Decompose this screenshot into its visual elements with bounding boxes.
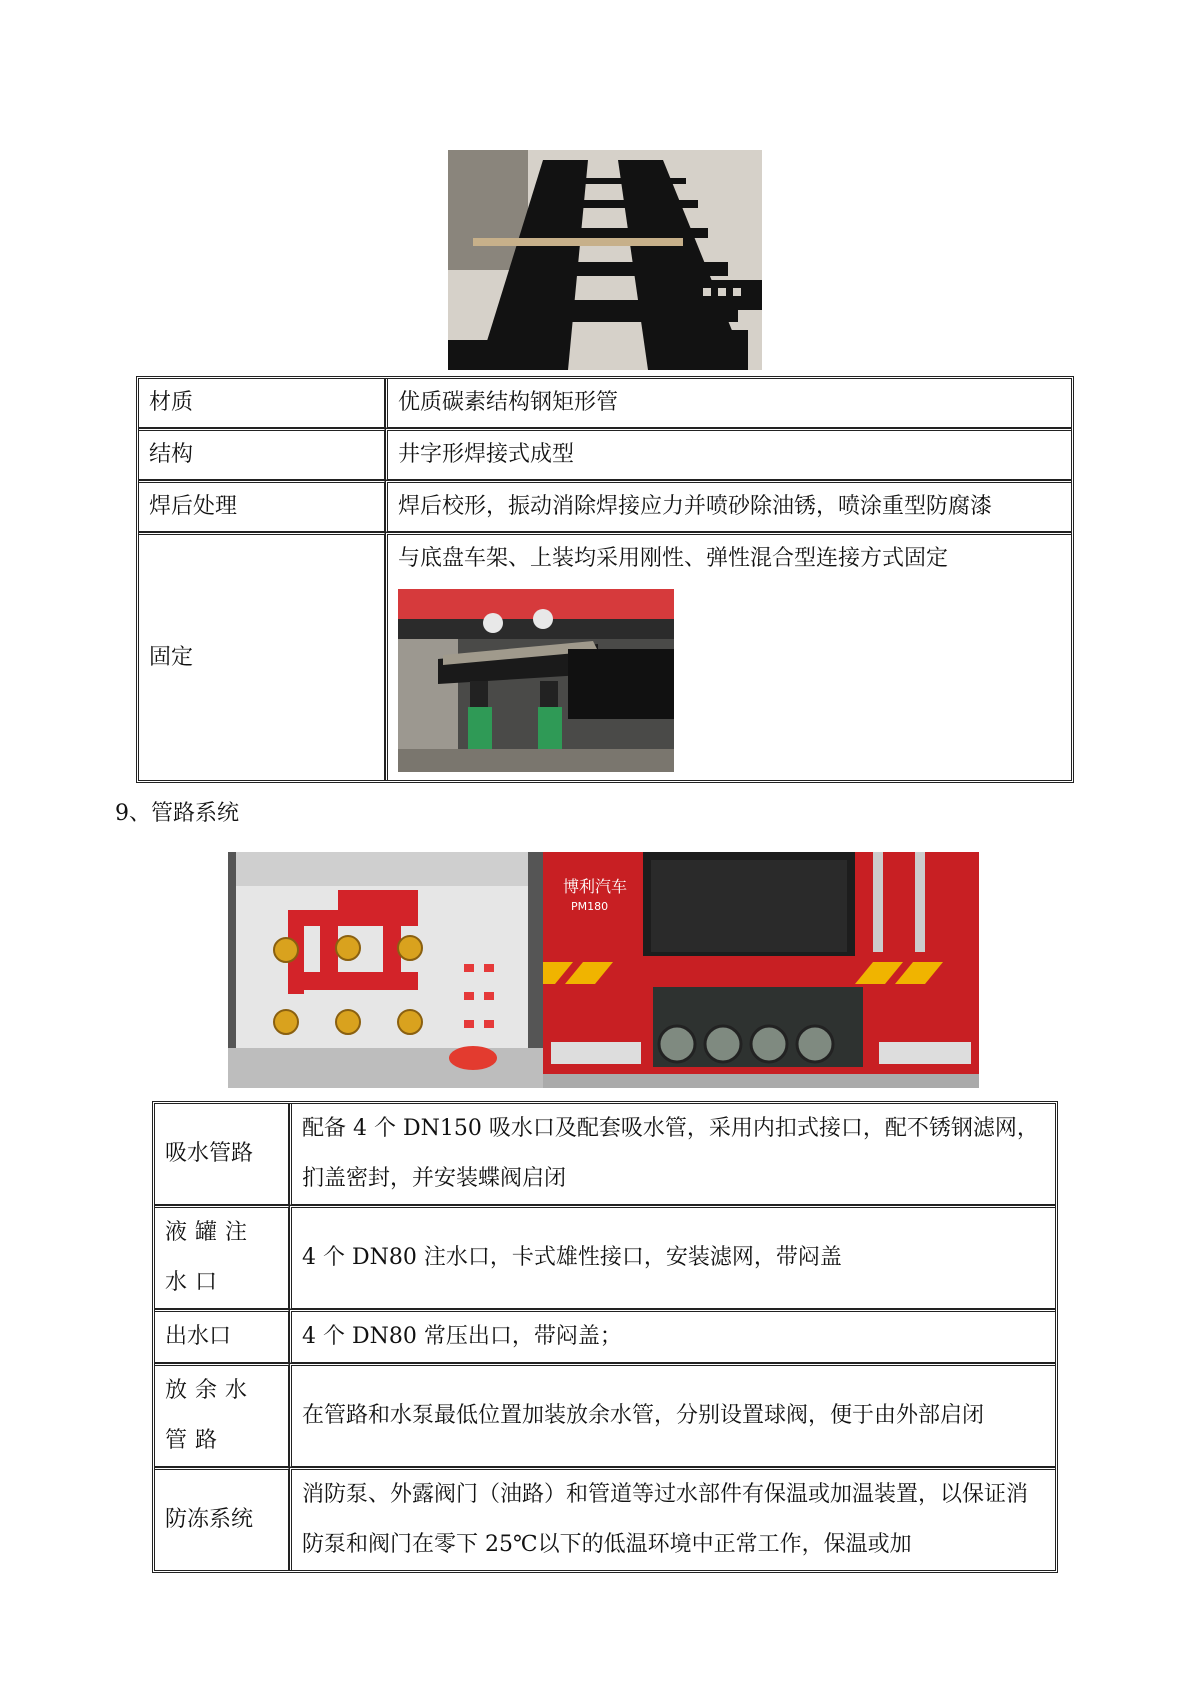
row-label: 焊后处理: [139, 480, 385, 532]
brand-text: 博利汽车: [563, 877, 628, 896]
pipe-spec-table: [152, 1101, 1058, 1573]
table-row: [155, 1363, 1055, 1467]
row-value: 4 个 DN80 常压出口，带闷盖；: [289, 1309, 1055, 1363]
row-value-cell: [385, 532, 1071, 780]
row-label: 吸水管路: [155, 1104, 289, 1205]
row-value: 4 个 DN80 注水口，卡式雄性接口，安装滤网，带闷盖: [289, 1205, 1055, 1309]
chassis-frame-photo: [448, 150, 762, 370]
row-value: 配备 4 个 DN150 吸水口及配套吸水管，采用内扣式接口，配不锈钢滤网，扪盖密封，并安装蝶阀启闭: [289, 1104, 1055, 1205]
row-value: 消防泵、外露阀门（油路）和管道等过水部件有保温或加温装置，以保证消防泵和阀门在零下 25℃以下的低温环境中正常工作，保温或加: [289, 1467, 1055, 1570]
table-row: [139, 379, 1071, 428]
pump-panel-photo: [228, 852, 543, 1088]
mount-bracket-photo: [398, 589, 674, 772]
truck-rear-photo: [543, 852, 979, 1088]
table-row: [139, 480, 1071, 532]
frame-spec-table: [136, 376, 1074, 783]
row-value: 与底盘车架、上装均采用刚性、弹性混合型连接方式固定: [398, 546, 949, 571]
row-value: 井字形焊接式成型: [385, 428, 1071, 480]
table-row: [139, 428, 1071, 480]
table-row: [155, 1205, 1055, 1309]
row-value: 焊后校形，振动消除焊接应力并喷砂除油锈，喷涂重型防腐漆: [385, 480, 1071, 532]
row-value: 在管路和水泵最低位置加装放余水管，分别设置球阀，便于由外部启闭: [289, 1363, 1055, 1467]
row-label: 液罐注水口: [155, 1205, 289, 1309]
row-label: 材质: [139, 379, 385, 428]
table-row: [155, 1309, 1055, 1363]
model-text: PM180: [571, 900, 609, 913]
row-label: 出水口: [155, 1309, 289, 1363]
row-label: 放余水管路: [155, 1363, 289, 1467]
table-row: [139, 532, 1071, 780]
table-row: [155, 1467, 1055, 1570]
table-row: [155, 1104, 1055, 1205]
section-heading: 9、管路系统: [115, 801, 239, 826]
row-value: 优质碳素结构钢矩形管: [385, 379, 1071, 428]
row-label: 结构: [139, 428, 385, 480]
row-label: 防冻系统: [155, 1467, 289, 1570]
row-label: 固定: [139, 532, 385, 780]
